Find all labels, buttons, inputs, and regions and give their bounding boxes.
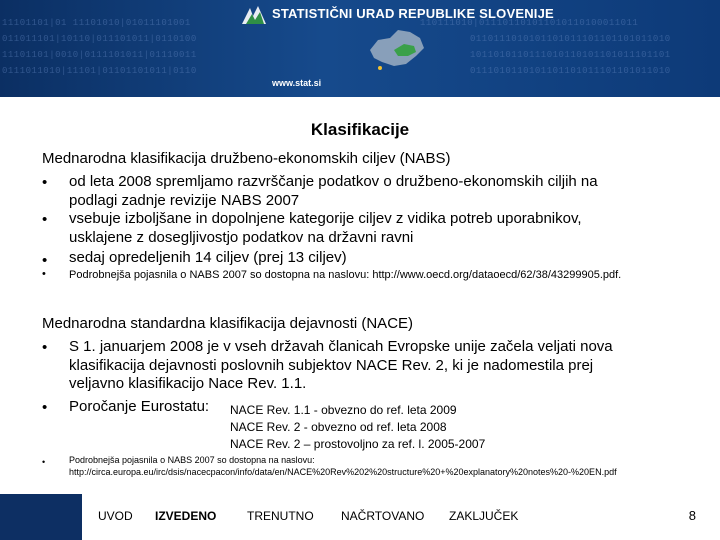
page-title: Klasifikacije [310, 120, 410, 139]
bullet-dot: • [42, 268, 46, 280]
bullet-line: S 1. januarjem 2008 je v vseh državah članicah Evropske unije začela veljati nova [69, 338, 613, 355]
reporting-line: NACE Rev. 2 – prostovoljno za ref. l. 2005-2007 [230, 437, 486, 451]
reporting-label: Poročanje Eurostatu: [69, 398, 210, 415]
banner-url[interactable]: www.stat.si [272, 78, 322, 88]
nav-nacrtovano[interactable]: NAČRTOVANO [341, 509, 425, 523]
decorative-digits: 1011010110111010110101101011101101 [470, 50, 671, 60]
slovenia-map-icon [360, 20, 430, 80]
nace-note [69, 454, 709, 478]
bullet-dot: • [42, 211, 48, 228]
bullet-line: od leta 2008 spremljamo razvrščanje podatkov o družbeno-ekonomskih ciljih na [69, 173, 598, 190]
bullet-dot: • [42, 457, 46, 467]
page-number: 8 [688, 508, 696, 523]
banner-title: STATISTIČNI URAD REPUBLIKE SLOVENIJE [272, 6, 554, 21]
nabs-note: Podrobnejša pojasnila o NABS 2007 so dostopna na naslovu: http://www.oecd.org/dataoecd/62/38/43299905.pdf. [69, 269, 622, 281]
decorative-digits: 110111010|011101101011010110100011011 [420, 18, 639, 28]
bullet-line: sedaj opredeljenih 14 ciljev (prej 13 ciljev) [69, 249, 347, 266]
nav-izvedeno[interactable]: IZVEDENO [155, 509, 217, 523]
nabs-bullet-1 [69, 173, 598, 210]
reporting-line: NACE Rev. 1.1 - obvezno do ref. leta 2009 [230, 403, 457, 417]
nav-trenutno[interactable]: TRENUTNO [247, 509, 314, 523]
decorative-digits: 11101101|0010|0111101011|01110011 [2, 50, 197, 60]
section-heading-nace: Mednarodna standardna klasifikacija dejavnosti (NACE) [42, 315, 414, 332]
nace-bullet-1 [69, 338, 613, 394]
decorative-digits: 0111010110101101101011101101011010 [470, 66, 671, 76]
footer-nav [80, 494, 720, 540]
bullet-line: klasifikacija dejavnosti poslovnih subjektov NACE Rev. 2, ki je nadomestila prej [69, 356, 594, 374]
reporting-lines [230, 402, 485, 453]
section-heading-nabs: Mednarodna klasifikacija družbeno-ekonomskih ciljev (NABS) [42, 150, 451, 167]
decorative-digits: 0110111010101101011101101101011010 [470, 34, 671, 44]
header-banner [0, 0, 720, 97]
bullet-dot: • [42, 399, 48, 416]
note-line: Podrobnejša pojasnila o NABS 2007 so dostopna na naslovu: [69, 455, 315, 465]
sursi-logo-icon [240, 4, 268, 26]
bullet-line: podlagi zadnje revizije NABS 2007 [69, 191, 300, 209]
note-link[interactable]: http://circa.europa.eu/irc/dsis/nacecpacon/info/data/en/NACE%20Rev%202%20structure%20+%20explanatory%20notes%20-%20EN.pdf [69, 467, 617, 477]
decorative-digits: 11101101|01 11101010|01011101001 [2, 18, 191, 28]
decorative-digits: 0111011010|11101|01101101011|0110 [2, 66, 197, 76]
bullet-dot: • [42, 339, 48, 356]
nabs-bullet-2 [69, 210, 582, 247]
nav-uvod[interactable]: UVOD [98, 509, 133, 523]
bullet-line: veljavno klasifikacijo Nace Rev. 1.1. [69, 375, 307, 392]
bullet-dot: • [42, 174, 48, 191]
bullet-dot: • [42, 252, 48, 269]
bullet-line: vsebuje izboljšane in dopolnjene kategorije ciljev z vidika potreb uporabnikov, [69, 210, 582, 227]
footer-bar [0, 494, 720, 540]
decorative-digits: 011011101|10110|011101011|0110100 [2, 34, 197, 44]
reporting-line: NACE Rev. 2 - obvezno od ref. leta 2008 [230, 420, 447, 434]
bullet-line: usklajene z dosegljivostjo podatkov na državni ravni [69, 228, 414, 246]
nav-zakljucek[interactable]: ZAKLJUČEK [449, 509, 519, 523]
nabs-bullet-3 [69, 249, 347, 268]
